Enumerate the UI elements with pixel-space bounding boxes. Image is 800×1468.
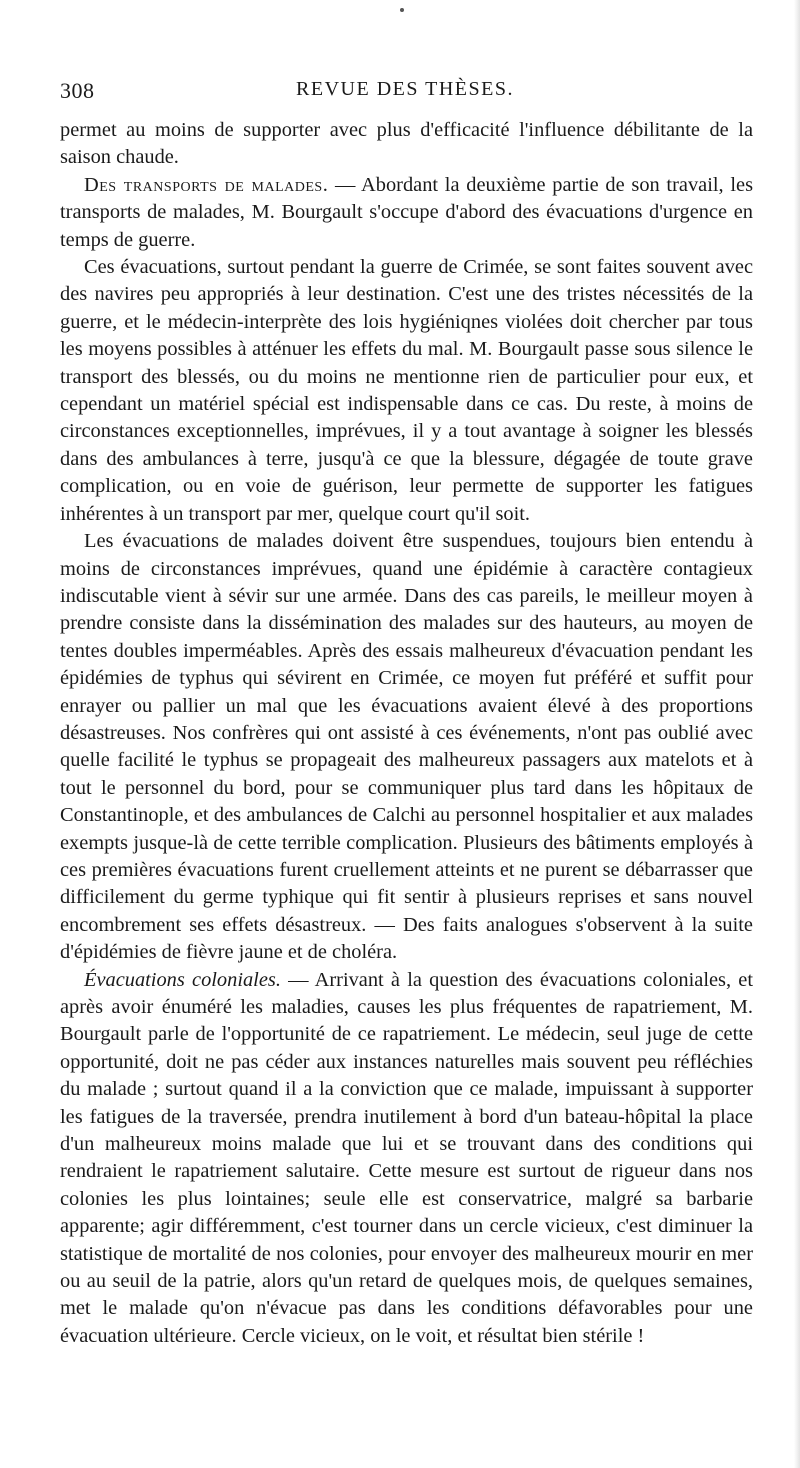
paragraph-text: Ces évacuations, surtout pendant la guerre de Crimée, se sont faites souvent avec des navires peu appropriés à leur destination. C'est une des tristes nécessités de la guerre, et le médecin-interprète des lois hygiéniqnes violées doit chercher par tous les moyens possibles à atténuer les effets du mal. M. Bourgault passe sous silence le transport des blessés, ou du moins ne mentionne rien de particulier pour eux, et cependant un matériel spécial est indispensable dans ce cas. Du reste, à moins de circonstances exceptionnelles, imprévues, il y a tout avantage à soigner les blessés dans des ambulances à terre, jusqu'à ce que la blessure, dégagée de toute grave complication, ou en voie de guérison, leur permette de supporter les fatigues inhérentes à un transport par mer, quelque court qu'il soit. [60,256,753,525]
paragraph-text: Les évacuations de malades doivent être suspendues, toujours bien entendu à moins de circonstances imprévues, quand une épidémie à caractère contagieux indiscutable vient à sévir sur une armée. Dans des cas pareils, le meilleur moyen à prendre consiste dans la dissémination des malades sur des hauteurs, au moyen de tentes doubles imperméables. Après des essais malheureux d'évacuation pendant les épidémies de typhus qui sévirent en Crimée, ce moyen fut préféré et suffit pour enrayer ou pallier un mal que les évacuations avaient élevé à des proportions désastreuses. Nos confrères qui ont assisté à ces événements, n'ont pas oublié avec quelle facilité le typhus se propageait des malheureux passagers aux matelots et à tout le personnel du bord, pour se communiquer plus tard dans les hôpitaux de Constantinople, et des ambulances de Calchi au personnel hospitalier et aux malades exempts jusque-là de cette terrible complication. Plusieurs des bâtiments employés à ces premières évacuations furent cruellement atteints et ne purent se débarrasser que difficilement du germe typhique qui fit sentir à plusieurs reprises et sans nouvel encombrement ses effets désastreux. — Des faits analogues s'observent à la suite d'épidémies de fièvre jaune et de choléra. [60,530,753,964]
page-number: 308 [60,78,95,103]
paragraph-text: — Abordant la deuxième partie de son travail, les transports de malades, M. Bourgault s'occupe d'abord des évacuations d'urgence en temps de guerre. [60,173,753,251]
section-heading-evacuations-coloniales: Évacuations coloniales. [84,968,281,991]
page-edge-shadow [794,0,800,1468]
article-body [60,117,753,1350]
paragraph-text: permet au moins de supporter avec plus d'efficacité l'influence débilitante de la saison chaude. [60,119,753,169]
paragraph-3 [60,254,753,528]
paragraph-text: — Arrivant à la question des évacuations coloniales, et après avoir énuméré les maladies, causes les plus fréquentes de rapatriement, M. Bourgault parle de l'opportunité de ce rapatriement. Le médecin, seul juge de cette opportunité, doit ne pas céder aux instances naturelles mais souvent peu réfléchies du malade ; surtout quand il a la conviction que ce malade, impuissant à supporter les fatigues de la traversée, prendra inutilement à bord d'un bateau-hôpital la place d'un malheureux moins malade que lui et se trouvant dans des conditions qui rendraient le rapatriement salutaire. Cette mesure est surtout de rigueur dans nos colonies les plus lointaines; seule elle est conservatrice, malgré sa barbarie apparente; agir différemment, c'est tourner dans un cercle vicieux, c'est diminuer la statistique de mortalité de nos colonies, pour envoyer des malheureux mourir en mer ou au seuil de la patrie, alors qu'un retard de quelques mois, de quelques semaines, met le malade qu'on n'évacue pas dans les conditions défavorables pour une évacuation ultérieure. Cercle vicieux, on le voit, et résultat bien stérile ! [60,968,754,1347]
running-title: REVUE DES THÈSES. [296,78,514,100]
paragraph-2 [60,172,753,254]
speck-mark [400,8,404,12]
paragraph-5 [60,967,753,1351]
page-header [60,78,750,108]
section-heading-transports: Des transports de malades. [84,173,329,196]
paragraph-4 [60,528,753,967]
paragraph-1 [60,117,753,172]
